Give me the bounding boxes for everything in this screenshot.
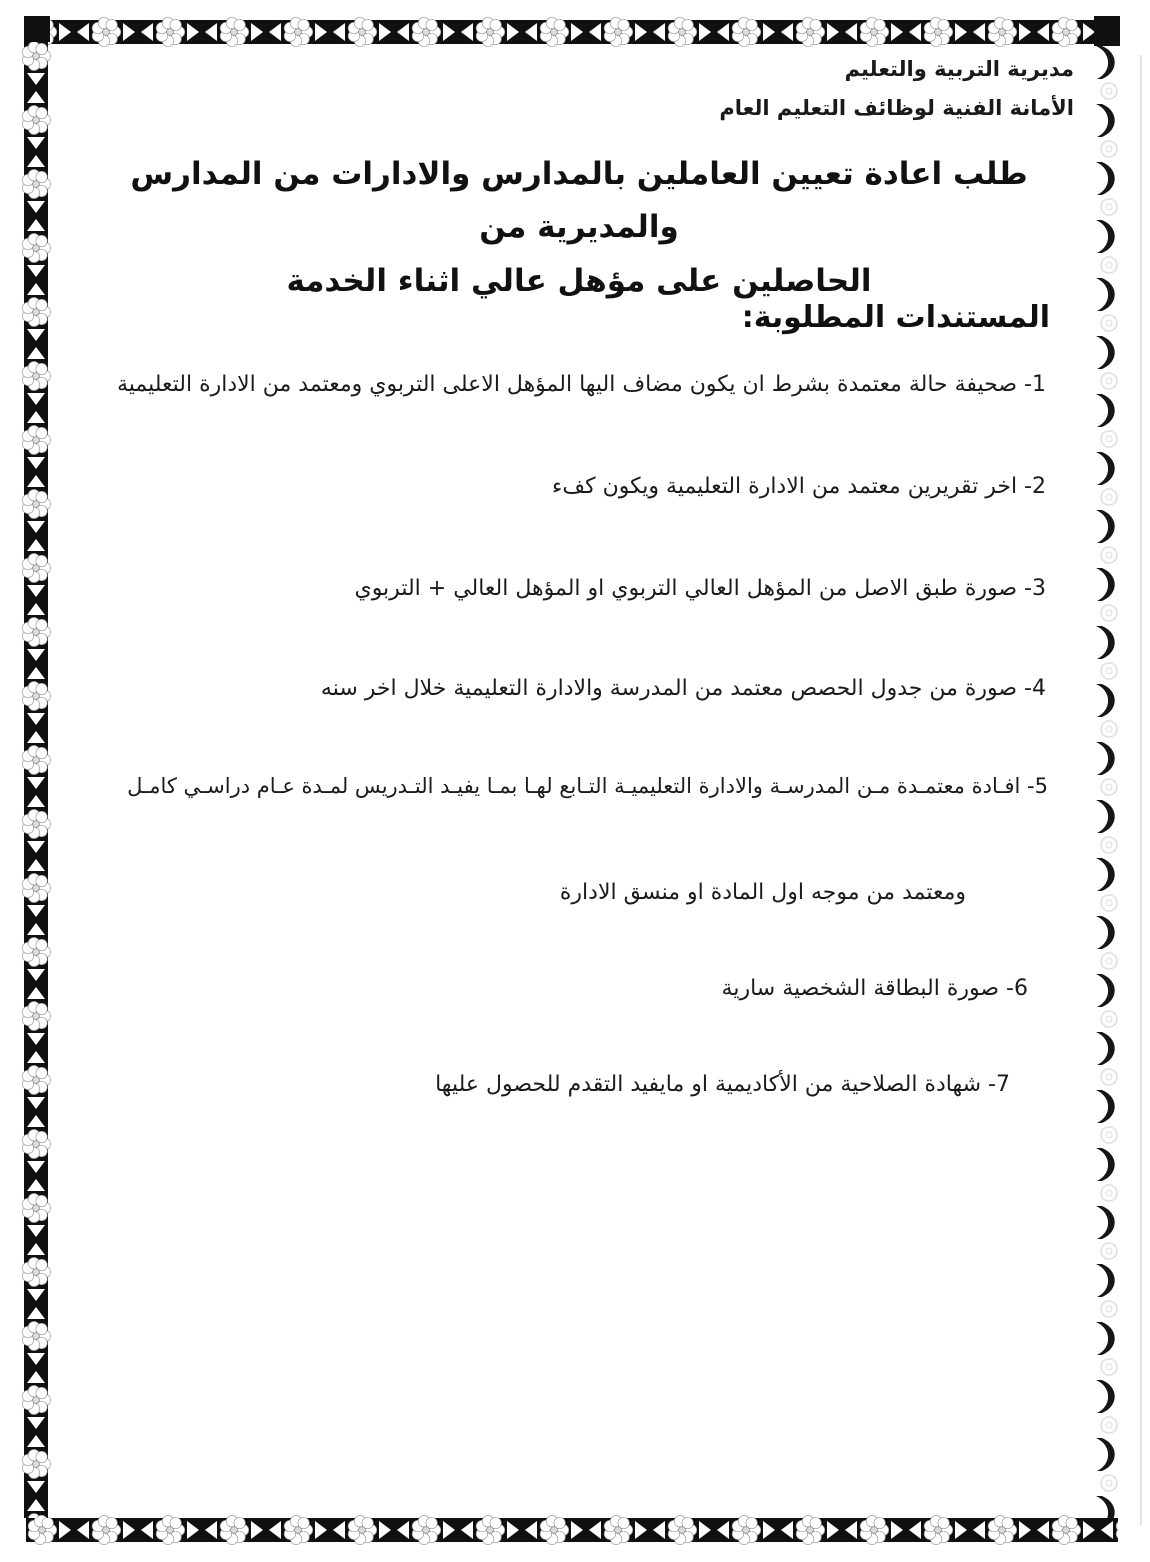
requirement-item-6: 6- صورة البطاقة الشخصية سارية: [721, 976, 1028, 1001]
ornamental-border-top: [26, 4, 1118, 52]
document-title: [96, 148, 1062, 308]
letterhead-directorate: مديرية التربية والتعليم: [844, 57, 1074, 81]
ornamental-border-bottom: [26, 1506, 1118, 1554]
requirement-item-5: 5- افـادة معتمـدة مـن المدرسـة والادارة التعليميـة التـابع لهـا بمـا يفيـد التـدريس لمـدة عـام دراسـي كامـل: [127, 774, 1048, 798]
ornamental-border-left: [12, 40, 60, 1518]
document-title-line1: طلب اعادة تعيين العاملين بالمدارس والادارات من المدارس والمديرية من: [130, 156, 1028, 246]
border-corner-top-right: [1094, 16, 1120, 46]
scan-edge-line: [1140, 55, 1142, 1525]
letterhead: [719, 50, 1074, 128]
required-documents-heading: المستندات المطلوبة:: [741, 300, 1050, 335]
document-title-line2: الحاصلين على مؤهل عالي اثناء الخدمة: [286, 262, 872, 299]
requirement-item-4: 4- صورة من جدول الحصص معتمد من المدرسة والادارة التعليمية خلال اخر سنه: [320, 676, 1046, 701]
border-corner-top-left: [24, 16, 50, 42]
requirement-item-1: 1- صحيفة حالة معتمدة بشرط ان يكون مضاف اليها المؤهل الاعلى التربوي ومعتمد من الادارة التعليمية: [116, 372, 1046, 397]
ornamental-border-right: [1094, 44, 1134, 1518]
requirement-item-5-continuation: ومعتمد من موجه اول المادة او منسق الادارة: [559, 880, 966, 905]
requirement-item-3: 3- صورة طبق الاصل من المؤهل العالي التربوي او المؤهل العالي + التربوي: [354, 576, 1046, 601]
letterhead-secretariat: الأمانة الفنية لوظائف التعليم العام: [719, 95, 1074, 120]
requirement-item-7: 7- شهادة الصلاحية من الأكاديمية او مايفيد التقدم للحصول عليها: [435, 1072, 1010, 1097]
requirement-item-2: 2- اخر تقريرين معتمد من الادارة التعليمية ويكون كفء: [552, 474, 1046, 499]
